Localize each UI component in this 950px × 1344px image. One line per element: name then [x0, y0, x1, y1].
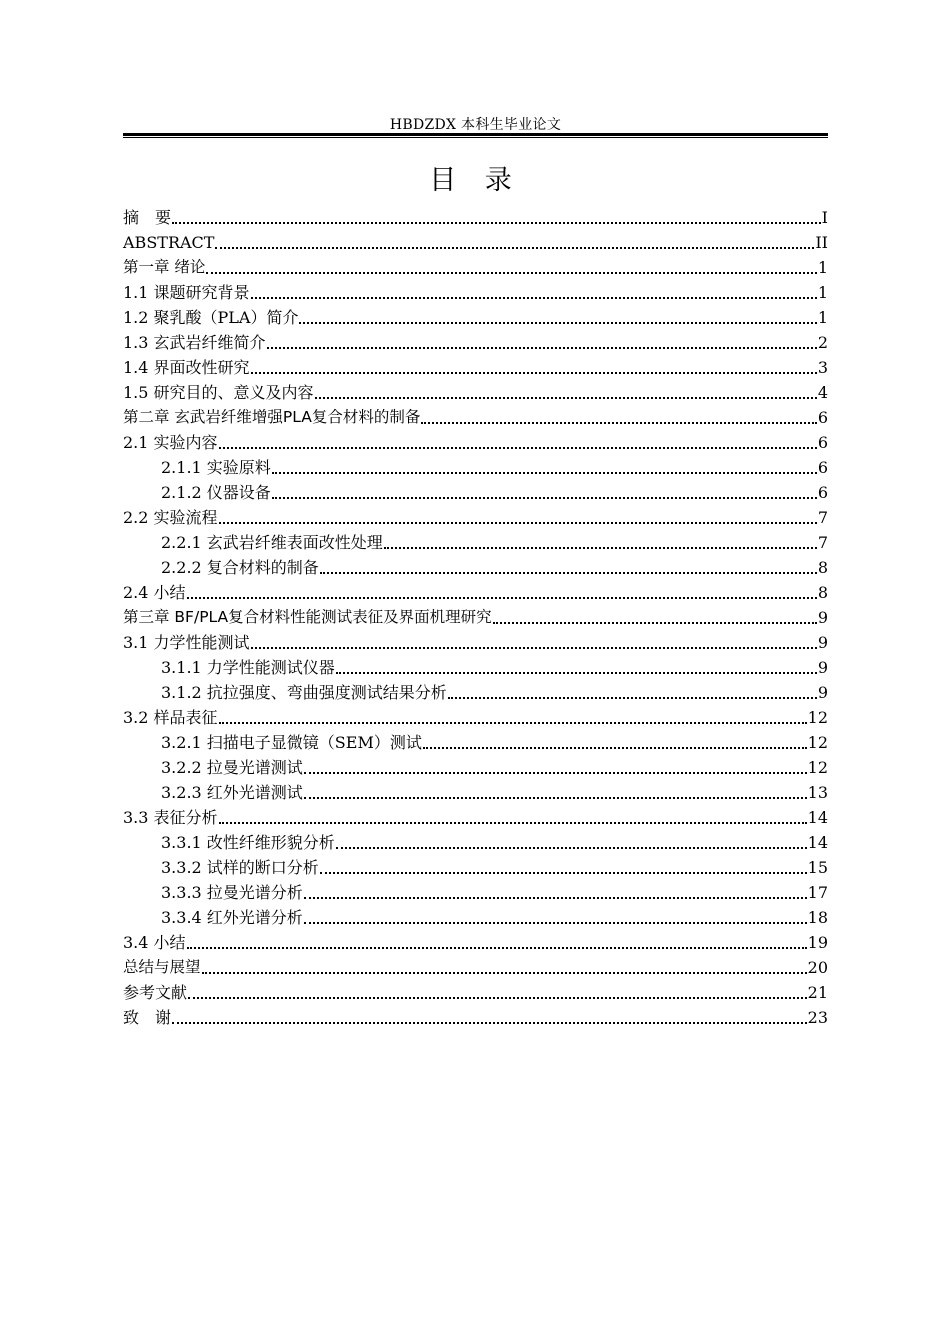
toc-entry[interactable] [123, 380, 828, 405]
toc-entry[interactable] [123, 355, 828, 380]
toc-entry-page: I [821, 208, 828, 227]
toc-entry-label: 3.3.2 试样的断口分析 [161, 858, 319, 877]
toc-entry-label: 3.3.1 改性纤维形貌分析 [161, 833, 335, 852]
toc-entry-label: 1.4 界面改性研究 [123, 358, 250, 377]
toc-entry[interactable] [123, 505, 828, 530]
toc-dot-leader [320, 872, 807, 874]
toc-dot-leader [219, 447, 817, 449]
toc-entry[interactable] [123, 530, 828, 555]
toc-dot-leader [336, 847, 807, 849]
toc-entry[interactable] [123, 905, 828, 930]
toc-entry-page: 19 [807, 933, 828, 952]
toc-entry[interactable] [123, 480, 828, 505]
toc-entry-page: 8 [817, 583, 828, 602]
toc-entry-page: 1 [817, 258, 828, 277]
toc-dot-leader [272, 497, 817, 499]
toc-entry[interactable] [123, 680, 828, 705]
toc-entry[interactable] [123, 955, 828, 980]
toc-entry[interactable] [123, 230, 828, 255]
toc-dot-leader [304, 797, 807, 799]
toc-dot-leader [187, 947, 807, 949]
toc-entry-label: 第一章 绪论 [123, 258, 206, 276]
toc-entry[interactable] [123, 655, 828, 680]
toc-entry[interactable] [123, 830, 828, 855]
toc-entry-label: 1.1 课题研究背景 [123, 283, 250, 302]
toc-entry-page: 12 [807, 708, 828, 727]
toc-dot-leader [304, 897, 807, 899]
toc-dot-leader [384, 547, 817, 549]
toc-dot-leader [188, 997, 807, 999]
toc-entry[interactable] [123, 580, 828, 605]
toc-entry-page: 7 [817, 533, 828, 552]
toc-entry-page: 9 [817, 683, 828, 702]
toc-dot-leader [493, 622, 817, 624]
header-rule-thin [123, 137, 828, 138]
toc-entry-label: 总结与展望 [123, 958, 201, 976]
toc-entry-label: 3.2.3 红外光谱测试 [161, 783, 303, 802]
toc-entry-page: 7 [817, 508, 828, 527]
toc-entry-page: 6 [817, 433, 828, 452]
toc-entry[interactable] [123, 430, 828, 455]
toc-entry-page: 14 [807, 833, 828, 852]
toc-entry[interactable] [123, 805, 828, 830]
toc-entry-label: 2.1.2 仪器设备 [161, 483, 271, 502]
toc-entry-page: 1 [817, 308, 828, 327]
toc-dot-leader [448, 697, 817, 699]
toc-entry-page: 1 [817, 283, 828, 302]
toc-entry-page: 6 [817, 408, 828, 427]
toc-entry-page: 23 [807, 1008, 828, 1027]
toc-entry-label: 3.4 小结 [123, 933, 186, 952]
toc-entry[interactable] [123, 605, 828, 630]
toc-entry-label: 2.2.2 复合材料的制备 [161, 558, 319, 577]
header-rule-thick [123, 133, 828, 136]
toc-entry-page: 12 [807, 758, 828, 777]
toc-dot-leader [206, 272, 816, 274]
toc-dot-leader [315, 397, 817, 399]
toc-entry-label: 2.2 实验流程 [123, 508, 218, 527]
toc-entry-page: 9 [817, 633, 828, 652]
toc-entry-label: 3.2.1 扫描电子显微镜（SEM）测试 [161, 733, 422, 752]
toc-entry[interactable] [123, 455, 828, 480]
toc-entry-label: ABSTRACT [123, 233, 215, 252]
toc-dot-leader [336, 672, 817, 674]
toc-entry-label: 摘 要 [123, 208, 172, 227]
toc-entry-page: 20 [807, 958, 828, 977]
toc-entry-page: 9 [817, 608, 828, 627]
table-of-contents [123, 205, 828, 1030]
toc-entry[interactable] [123, 755, 828, 780]
toc-entry[interactable] [123, 855, 828, 880]
toc-dot-leader [215, 247, 814, 249]
toc-dot-leader [187, 597, 817, 599]
toc-entry-label: 2.1 实验内容 [123, 433, 218, 452]
toc-dot-leader [251, 372, 817, 374]
toc-entry-label: 参考文献 [123, 983, 188, 1002]
toc-entry[interactable] [123, 705, 828, 730]
toc-dot-leader [421, 422, 816, 424]
toc-entry-label: 第三章 BF/PLA复合材料性能测试表征及界面机理研究 [123, 608, 492, 626]
toc-entry-label: 1.5 研究目的、意义及内容 [123, 383, 314, 402]
toc-entry-page: 6 [817, 483, 828, 502]
toc-entry[interactable] [123, 780, 828, 805]
toc-entry-page: 12 [807, 733, 828, 752]
toc-entry-label: 3.3.4 红外光谱分析 [161, 908, 303, 927]
toc-entry[interactable] [123, 405, 828, 430]
toc-dot-leader [251, 647, 817, 649]
toc-entry-label: 3.2.2 拉曼光谱测试 [161, 758, 303, 777]
toc-entry[interactable] [123, 330, 828, 355]
toc-entry[interactable] [123, 1005, 828, 1030]
toc-entry[interactable] [123, 930, 828, 955]
toc-dot-leader [267, 347, 817, 349]
toc-dot-leader [219, 522, 817, 524]
toc-entry-page: 14 [807, 808, 828, 827]
toc-entry-page: 9 [817, 658, 828, 677]
toc-entry-label: 3.1.2 抗拉强度、弯曲强度测试结果分析 [161, 683, 447, 702]
toc-entry-page: II [815, 233, 828, 252]
toc-dot-leader [299, 322, 816, 324]
toc-entry[interactable] [123, 730, 828, 755]
toc-dot-leader [172, 1022, 807, 1024]
toc-entry-page: 3 [817, 358, 828, 377]
toc-entry-page: 13 [807, 783, 828, 802]
toc-dot-leader [320, 572, 817, 574]
toc-entry[interactable] [123, 205, 828, 230]
toc-entry-label: 3.3.3 拉曼光谱分析 [161, 883, 303, 902]
toc-entry-page: 8 [817, 558, 828, 577]
toc-entry[interactable] [123, 630, 828, 655]
toc-entry[interactable] [123, 980, 828, 1005]
toc-dot-leader [202, 972, 807, 974]
toc-entry-label: 3.1 力学性能测试 [123, 633, 250, 652]
toc-entry-label: 2.4 小结 [123, 583, 186, 602]
toc-entry-page: 6 [817, 458, 828, 477]
toc-entry-page: 21 [807, 983, 828, 1002]
toc-entry-label: 第二章 玄武岩纤维增强PLA复合材料的制备 [123, 408, 421, 426]
toc-entry-label: 2.2.1 玄武岩纤维表面改性处理 [161, 533, 383, 552]
toc-entry-label: 2.1.1 实验原料 [161, 458, 271, 477]
toc-dot-leader [272, 472, 817, 474]
toc-entry-label: 3.1.1 力学性能测试仪器 [161, 658, 335, 677]
toc-entry-label: 3.2 样品表征 [123, 708, 218, 727]
running-header: HBDZDX 本科生毕业论文 [389, 117, 562, 133]
toc-entry-page: 2 [817, 333, 828, 352]
toc-dot-leader [172, 222, 821, 224]
toc-entry-label: 1.2 聚乳酸（PLA）简介 [123, 308, 299, 327]
toc-entry-page: 18 [807, 908, 828, 927]
toc-entry[interactable] [123, 280, 828, 305]
toc-entry[interactable] [123, 880, 828, 905]
toc-entry[interactable] [123, 255, 828, 280]
toc-entry-page: 4 [817, 383, 828, 402]
toc-dot-leader [304, 922, 807, 924]
toc-entry-label: 1.3 玄武岩纤维简介 [123, 333, 266, 352]
toc-dot-leader [219, 822, 807, 824]
toc-entry-page: 17 [807, 883, 828, 902]
toc-entry-label: 3.3 表征分析 [123, 808, 218, 827]
toc-dot-leader [304, 772, 807, 774]
toc-entry-page: 15 [807, 858, 828, 877]
toc-dot-leader [251, 297, 817, 299]
toc-entry[interactable] [123, 555, 828, 580]
toc-dot-leader [219, 722, 807, 724]
toc-dot-leader [423, 747, 807, 749]
toc-entry-label: 致 谢 [123, 1008, 172, 1027]
toc-title: 目 录 [429, 165, 522, 196]
toc-entry[interactable] [123, 305, 828, 330]
